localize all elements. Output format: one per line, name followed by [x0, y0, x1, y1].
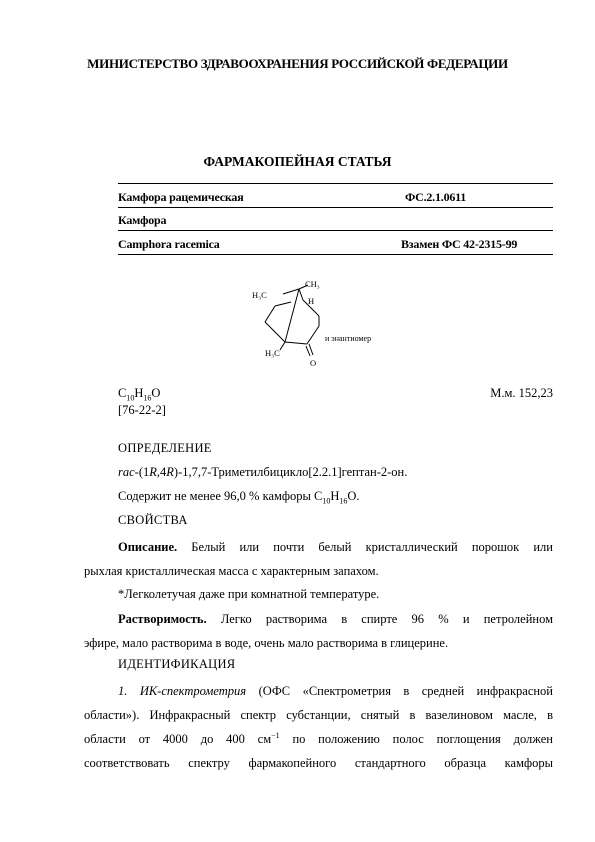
monograph-code: ФС.2.1.0611 — [405, 190, 467, 204]
ir-line-1: 1. ИК-спектрометрия (ОФС «Спектрометрия в средней инфракрасной — [118, 684, 553, 698]
solubility-line-2: эфире, мало растворима в воде, очень мало растворима в глицерине. — [84, 636, 449, 650]
structure-label-h3c-top: H₃C — [252, 290, 267, 300]
enantiomer-note: и энантиомер — [325, 334, 372, 343]
monograph-replaces: Взамен ФС 42-2315-99 — [401, 237, 518, 251]
ir-line-3: области от 4000 до 400 $см^{-1}$ по положению полос поглощения должен — [84, 730, 553, 746]
monograph-name-alt: Камфора — [118, 213, 167, 227]
cas-number: [76-22-2] — [118, 403, 166, 417]
description-line-2: рыхлая кристаллическая масса с характерным запахом. — [84, 564, 379, 578]
structure-label-h3c-bottom: H₃C — [265, 348, 280, 358]
header-rule-top — [118, 183, 553, 184]
header-rule-2 — [118, 230, 553, 231]
section-definition-heading: ОПРЕДЕЛЕНИЕ — [118, 441, 212, 455]
structure-label-h: H — [308, 296, 315, 306]
solubility-line-1: Растворимость. Легко растворима в спирте 96 % и петролейном — [118, 612, 553, 626]
molecular-weight: М.м. 152,23 — [490, 386, 553, 400]
monograph-name-ru: Камфора рацемическая — [118, 190, 244, 204]
ministry-header: МИНИСТЕРСТВО ЗДРАВООХРАНЕНИЯ РОССИЙСКОЙ ФЕДЕРАЦИИ — [87, 56, 508, 71]
header-rule-bottom — [118, 254, 553, 255]
ir-line-2: области»). Инфракрасный спектр субстанции, снятый в вазелиновом масле, в — [84, 708, 553, 722]
ir-line-4: соответствовать спектру фармакопейного стандартного образца камфоры — [84, 756, 553, 770]
volatility-note: *Легколетучая даже при комнатной температуре. — [118, 587, 380, 601]
chemical-name: rac-(1R,4R)-1,7,7-Триметилбицикло[2.2.1]гептан-2-он. — [118, 465, 408, 479]
header-rule-1 — [118, 207, 553, 208]
structure-label-o: O — [310, 358, 317, 368]
description-line-1: Описание. Белый или почти белый кристаллический порошок или — [118, 540, 553, 554]
section-properties-heading: СВОЙСТВА — [118, 513, 188, 527]
document-title: ФАРМАКОПЕЙНАЯ СТАТЬЯ — [203, 154, 392, 169]
camphor-structure — [245, 272, 405, 372]
molecular-formula: $C_{10}H_{16}O$ — [118, 386, 161, 403]
monograph-name-latin: Camphora racemica — [118, 237, 220, 251]
section-identification-heading: ИДЕНТИФИКАЦИЯ — [118, 657, 236, 671]
content-statement: Содержит не менее 96,0 % камфоры $C_{10}H_{16}O$. — [118, 489, 360, 506]
structure-label-ch3: CH₃ — [305, 279, 320, 289]
